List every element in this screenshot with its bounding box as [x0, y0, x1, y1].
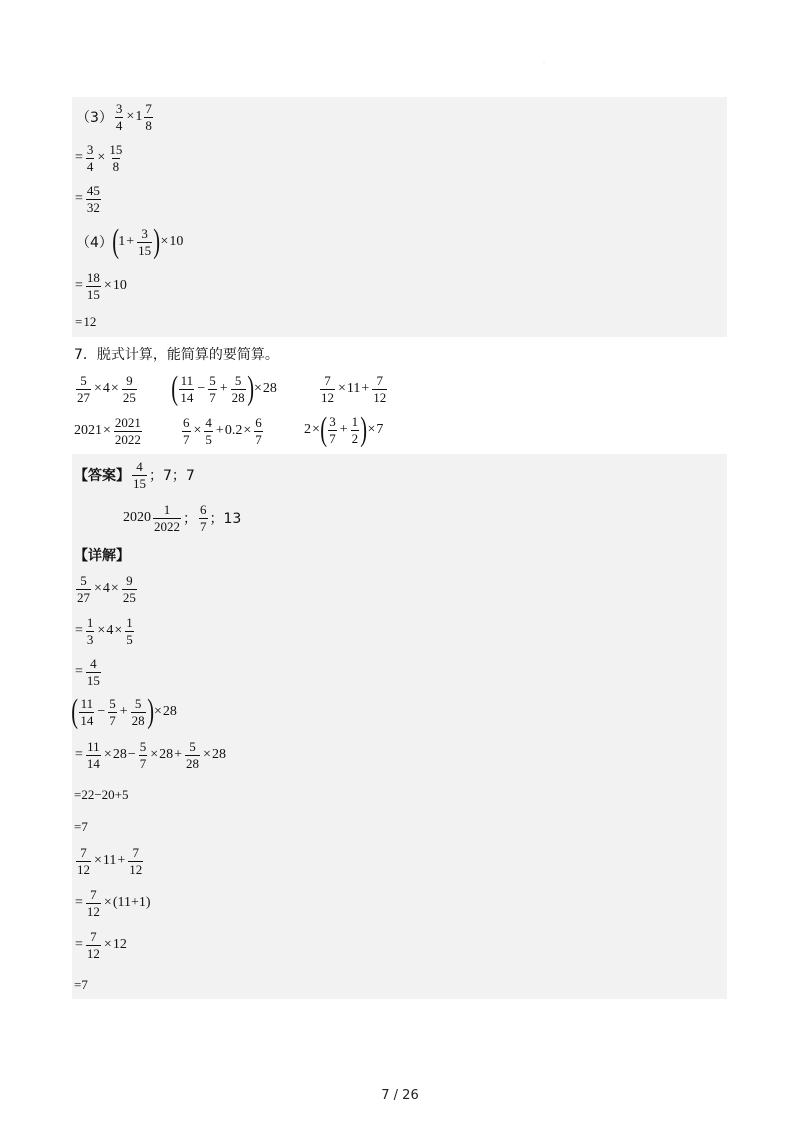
page-number: 7 / 26 [381, 1088, 419, 1103]
answer-label: 【答案】 [74, 468, 130, 485]
detail-step-7: =7 [74, 819, 88, 834]
answer-line-2: 2020 $\frac{1}{2022}$ ； $\frac{6}{7}$ ；13 [123, 502, 242, 534]
part4-label: （4） [76, 235, 113, 251]
part3-expression: （3） $\frac{3}{4}$ × 1 $\frac{7}{8}$ [76, 102, 155, 132]
detail-step-5: = $\frac{11}{14}$ × 28 − $\frac{5}{7}$ × 28 + $\frac{5}{28}$ × 28 [75, 739, 226, 771]
q7-expression-6: 2 × ( $\frac{3}{7}$ + $\frac{1}{2}$ ) × 7 [304, 411, 384, 448]
part3-label: （3） [76, 110, 113, 127]
detail-step-2: = $\frac{1}{3}$ × 4 × $\frac{1}{5}$ [75, 615, 133, 647]
detail-step-11: =7 [74, 977, 88, 992]
page-speck: · [543, 60, 545, 66]
solution-block-top [72, 97, 727, 337]
part3-step1: = $\frac{3}{4}$ × $\frac{15}{8}$ [75, 142, 123, 174]
detail-step-10: = $\frac{7}{12}$ × 12 [75, 929, 127, 961]
part3-step2: = $\frac{45}{32}$ [75, 183, 100, 215]
detail-step-4: ( $\frac{11}{14}$ − $\frac{5}{7}$ + $\frac{5}{28}$ ) × 28 [71, 693, 177, 730]
detail-step-9: = $\frac{7}{12}$ × (11+1) [75, 887, 151, 919]
detail-step-1: $\frac{5}{27}$ × 4 × $\frac{9}{25}$ [77, 573, 136, 605]
q7-expression-4: 2021 × $\frac{2021}{2022}$ [74, 415, 141, 447]
question-7-title: 7．脱式计算，能简算的要简算。 [74, 347, 279, 363]
answer-line-1: 【答案】 $\frac{4}{15}$ ；7；7 [74, 459, 195, 491]
part4-step1: = $\frac{18}{15}$ × 10 [75, 270, 127, 302]
part4-expression: （4） ( 1 + $\frac{3}{15}$ ) × 10 [76, 223, 184, 260]
detail-step-3: = $\frac{4}{15}$ [75, 656, 100, 688]
detail-step-6: =22−20+5 [74, 787, 129, 802]
fraction: $\frac{3}{4}$ [115, 101, 123, 133]
q7-expression-3: $\frac{7}{12}$ × 11 + $\frac{7}{12}$ [321, 373, 387, 405]
q7-expression-2: ( $\frac{11}{14}$ − $\frac{5}{7}$ + $\frac{5}{28}$ ) × 28 [171, 370, 277, 407]
mixed-number: 1 $\frac{7}{8}$ [135, 101, 152, 133]
q7-expression-5: $\frac{6}{7}$ × $\frac{4}{5}$ + 0.2 × $\frac{6}{7}$ [183, 415, 262, 447]
detail-step-8: $\frac{7}{12}$ × 11 + $\frac{7}{12}$ [77, 845, 143, 877]
detail-label: 【详解】 [74, 548, 130, 564]
part4-step2: = 12 [75, 314, 97, 329]
q7-expression-1: $\frac{5}{27}$ × 4 × $\frac{9}{25}$ [77, 373, 136, 405]
